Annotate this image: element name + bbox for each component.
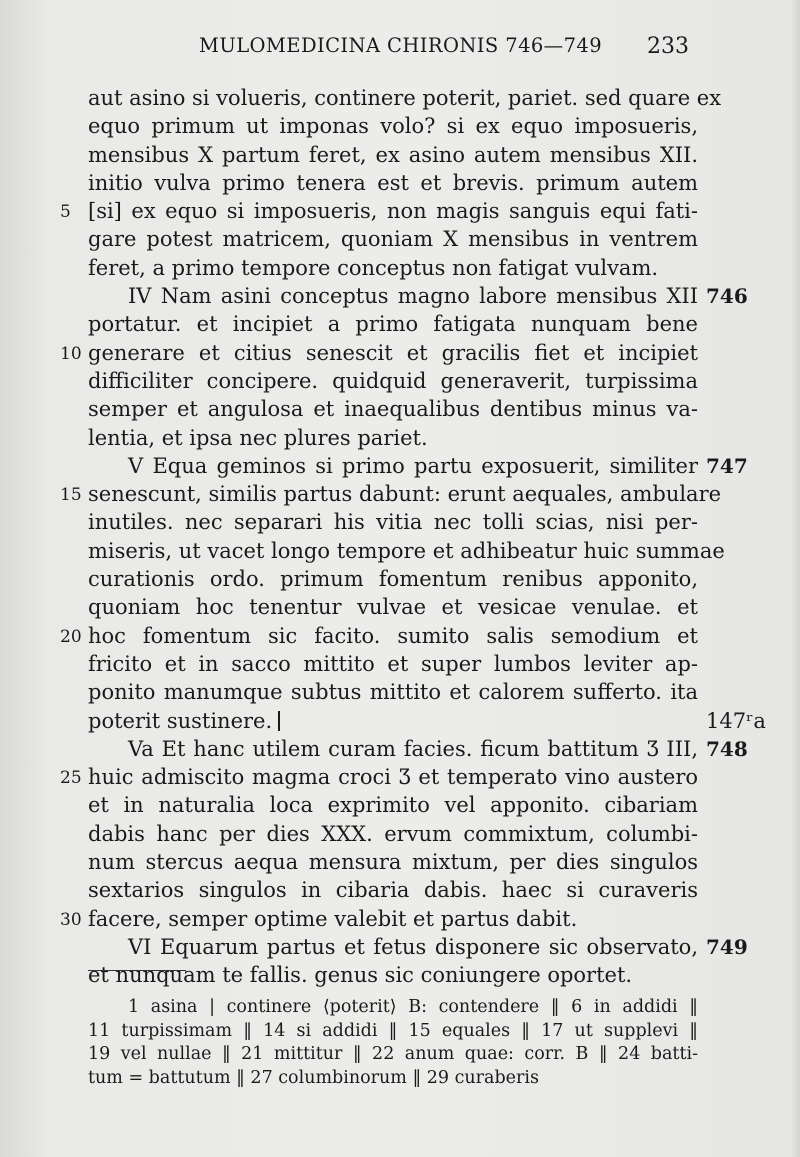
text-line — [60, 339, 698, 367]
line-text: sextarios singulos in cibaria dabis. haec si curaveris — [88, 878, 698, 903]
line-text: fricito et in sacco mittito et super lumbos leviter ap- — [88, 651, 698, 676]
text-line — [60, 905, 698, 933]
text-line — [88, 452, 748, 480]
text-line — [88, 508, 698, 536]
line-text: miseris, ut vacet longo tempore et adhibeatur huic summae — [88, 538, 725, 563]
line-text: et in naturalia loca exprimito vel apponito. cibariam — [88, 793, 698, 818]
line-text: initio vulva primo tenera est et brevis. primum autem — [88, 170, 698, 195]
text-line — [88, 169, 698, 197]
folio-break-mark — [278, 711, 280, 731]
line-text: portatur. et incipiet a primo fatigata nunquam bene — [88, 312, 698, 337]
text-line — [88, 565, 698, 593]
apparatus-line: 1 asina | continere ⟨poterit⟩ B: contendere ‖ 6 in addidi ‖ — [128, 997, 698, 1017]
text-line — [88, 367, 698, 395]
line-text: difficiliter concipere. quidquid generaverit, turpissima — [88, 368, 698, 393]
line-text: aut asino si volueris, continere poterit, pariet. sed quare ex — [88, 86, 722, 110]
critical-apparatus — [88, 996, 698, 1090]
text-line — [60, 480, 722, 508]
text-line — [60, 622, 698, 650]
line-text: dabis hanc per dies XXX. ervum commixtum, columbi- — [88, 821, 698, 846]
apparatus-line: 11 turpissimam ‖ 14 si addidi ‖ 15 equales ‖ 17 ut supplevi ‖ — [88, 1020, 698, 1041]
page-header — [0, 34, 800, 64]
line-text: hoc fomentum sic facito. sumito salis semodium et — [88, 623, 698, 648]
section-number: 749 — [706, 934, 748, 959]
text-line — [88, 310, 698, 338]
text-line — [88, 593, 698, 621]
running-title: MULOMEDICINA CHIRONIS 746—749 — [199, 34, 602, 57]
line-text: et nunquam te fallis. genus sic coniungere oportet. — [88, 963, 633, 988]
line-text: generare et citius senescit et gracilis fiet et incipiet — [88, 340, 698, 365]
line-text: equo primum ut imponas volo? si ex equo imposueris, — [88, 114, 698, 139]
text-line — [88, 537, 725, 565]
text-line — [88, 961, 698, 989]
text-line — [88, 820, 698, 848]
text-line — [88, 395, 698, 423]
line-number: 20 — [60, 626, 82, 647]
text-line — [88, 735, 748, 763]
page-edge-shadow — [790, 0, 800, 1157]
text-line — [88, 678, 698, 706]
line-text: VI Equarum partus et fetus disponere sic observato, — [128, 934, 698, 959]
text-line — [88, 141, 698, 169]
section-number: 748 — [706, 736, 748, 761]
line-number: 10 — [60, 343, 82, 364]
footnote-rule — [88, 970, 186, 971]
text-line — [88, 707, 766, 735]
line-text: inutiles. nec separari his vitia nec tolli scias, nisi per- — [88, 510, 698, 535]
line-number: 25 — [60, 768, 82, 789]
line-text: facere, semper optime valebit et partus dabit. — [88, 906, 578, 931]
text-line — [88, 876, 698, 904]
text-line — [88, 650, 698, 678]
section-number: 746 — [706, 284, 748, 309]
line-text: [si] ex equo si imposueris, non magis sanguis equi fati- — [88, 199, 698, 224]
line-text: poterit sustinere. — [88, 708, 273, 733]
text-line — [88, 282, 748, 310]
line-number: 5 — [60, 202, 71, 223]
line-text: semper et angulosa et inaequalibus dentibus minus va- — [88, 397, 698, 422]
line-number: 30 — [60, 909, 82, 930]
apparatus-line: tum = battutum ‖ 27 columbinorum ‖ 29 curaberis — [88, 1067, 539, 1088]
line-text: ponito manumque subtus mittito et calorem sufferto. ita — [88, 680, 698, 705]
line-text: curationis ordo. primum fomentum renibus apponito, — [88, 567, 698, 592]
line-text: quoniam hoc tenentur vulvae et vesicae venulae. et — [88, 595, 698, 620]
text-line — [88, 933, 748, 961]
line-text: feret, a primo tempore conceptus non fatigat vulvam. — [88, 255, 659, 280]
text-line — [88, 84, 722, 112]
line-text: IV Nam asini conceptus magno labore mensibus XII — [128, 284, 698, 309]
line-text: num stercus aequa mensura mixtum, per dies singulos — [88, 850, 698, 875]
line-text: gare potest matricem, quoniam X mensibus in ventrem — [88, 227, 698, 252]
main-text — [60, 84, 766, 990]
line-text: V Equa geminos si primo partu exposuerit, similiter — [128, 453, 698, 478]
text-line — [88, 424, 698, 452]
line-text: lentia, et ipsa nec plures pariet. — [88, 425, 428, 450]
text-line — [88, 225, 698, 253]
text-line — [88, 791, 698, 819]
page-number: 233 — [647, 34, 689, 59]
line-text: senescunt, similis partus dabunt: erunt aequales, ambulare — [88, 482, 722, 507]
text-line — [88, 848, 698, 876]
text-line — [60, 763, 698, 791]
apparatus-line: 19 vel nullae ‖ 21 mittitur ‖ 22 anum quae: corr. B ‖ 24 batti- — [88, 1044, 698, 1064]
line-text: huic admiscito magma croci Ʒ et temperato vino austero — [88, 765, 698, 790]
line-text: Va Et hanc utilem curam facies. ficum battitum Ʒ III, — [128, 736, 698, 761]
line-text: mensibus X partum feret, ex asino autem mensibus XII. — [88, 142, 698, 167]
text-line — [60, 197, 698, 225]
text-line — [88, 112, 698, 140]
folio-reference: 147ʳa — [706, 708, 766, 733]
line-number: 15 — [60, 485, 82, 506]
section-number: 747 — [706, 453, 748, 478]
text-line — [88, 254, 698, 282]
